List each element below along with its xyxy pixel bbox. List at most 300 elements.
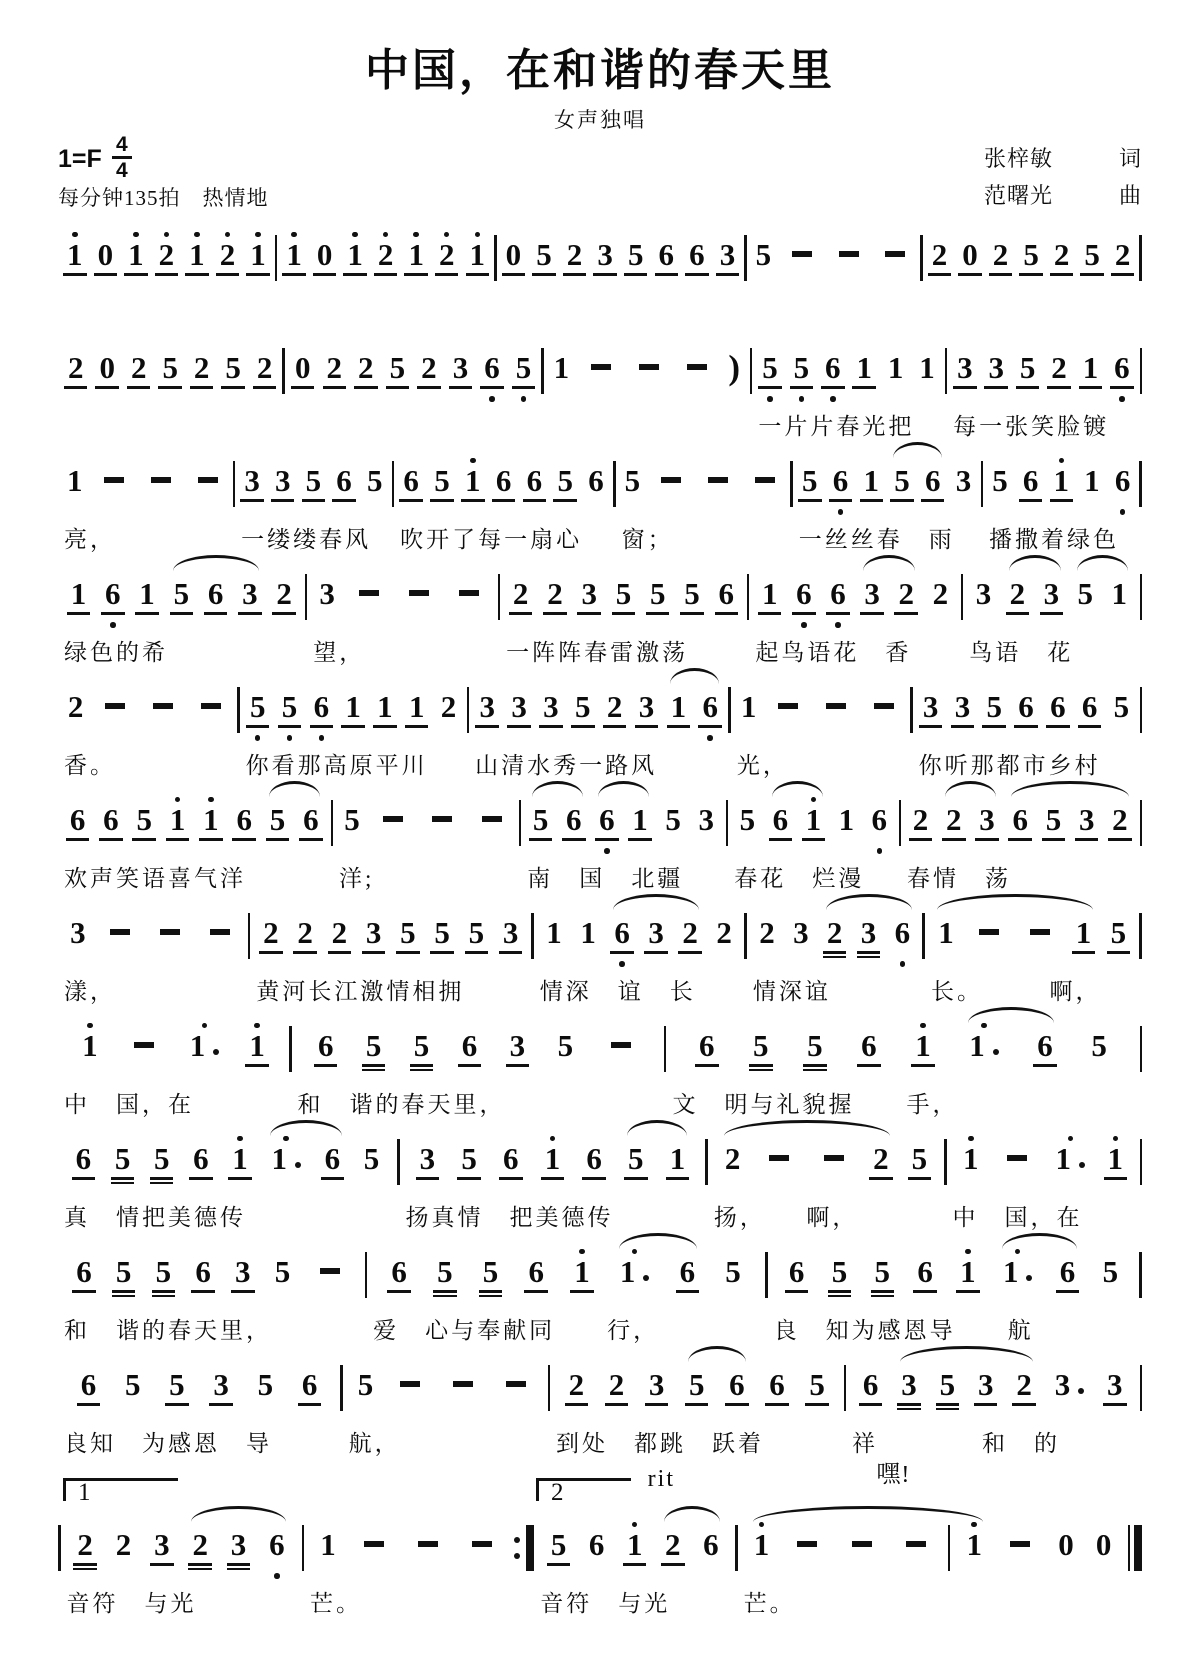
slur: [826, 894, 912, 910]
lyricist-name: 张梓敏: [984, 146, 1054, 172]
note: 3: [975, 575, 992, 611]
measure: [738, 1516, 948, 1618]
note: 1: [246, 226, 270, 294]
note: 2: [253, 339, 277, 407]
note: 5: [803, 1017, 827, 1085]
note: 3: [227, 1516, 251, 1584]
measure: [901, 791, 1139, 893]
note: 3: [716, 226, 740, 294]
note: [864, 678, 904, 746]
lyric-line: 祥 和 的: [852, 1431, 1061, 1457]
note: 3: [593, 226, 617, 294]
note: 1: [135, 565, 159, 633]
note: 5: [532, 226, 556, 294]
note: 1: [1111, 575, 1127, 611]
lyric-line: 中 国，在: [952, 1205, 1083, 1231]
staff-line: [58, 339, 1142, 441]
lyric-line: 真 情把美德传: [64, 1205, 246, 1231]
note: 2: [932, 575, 949, 611]
note: 0: [291, 339, 315, 407]
note: 1: [838, 801, 855, 837]
measure: [58, 791, 331, 893]
note: 6: [703, 1526, 719, 1562]
rit-marking: rit: [647, 1466, 675, 1493]
note: [875, 226, 915, 294]
slur: [772, 781, 823, 797]
note: 6: [232, 791, 256, 859]
lyric-line: 一丝丝春 雨: [798, 527, 955, 553]
lyricist-credit: [984, 142, 1142, 173]
note: 6: [1014, 678, 1038, 746]
note: 1: [343, 226, 367, 294]
note: 2: [440, 688, 457, 724]
lyric-line: 亮，: [64, 527, 116, 553]
lyric-line: 播撒着绿色: [989, 527, 1120, 553]
note: 2: [565, 1356, 589, 1424]
staff-line: [58, 452, 1142, 554]
note: 2: [1108, 791, 1132, 859]
note: 1: [186, 1017, 224, 1085]
measure: [285, 339, 541, 441]
note: 5: [1107, 904, 1131, 972]
slur: [598, 781, 649, 797]
note: 6: [859, 1356, 883, 1424]
note: [422, 791, 462, 859]
measure: [61, 1516, 302, 1618]
note: 6: [523, 452, 547, 520]
note: 3: [635, 678, 659, 746]
slur: [1002, 1233, 1077, 1249]
lyric-line: 吹开了每一扇心: [400, 527, 583, 553]
note: 5: [165, 1356, 189, 1424]
slur: [532, 781, 583, 797]
barline: [1140, 1365, 1143, 1411]
staff-line: [58, 904, 1142, 1006]
note: [745, 452, 785, 520]
note: 1: [67, 462, 83, 498]
lyric-line: 良 知为感恩导 航: [773, 1318, 1034, 1344]
lyric-line: 情深 谊 长: [539, 979, 696, 1005]
note: 2: [543, 565, 567, 633]
note: 3: [507, 678, 531, 746]
note: 2: [909, 791, 933, 859]
staff-line: [58, 791, 1142, 893]
note: 5: [665, 801, 681, 837]
barline: [1140, 1139, 1143, 1185]
note: [842, 1516, 882, 1584]
note: [759, 1130, 799, 1198]
note: 2: [216, 226, 240, 294]
note: 5: [1042, 791, 1066, 859]
note: [997, 1130, 1037, 1198]
note: 5: [362, 1017, 386, 1085]
note: 1: [373, 678, 397, 746]
note: 1: [860, 452, 884, 520]
note: [399, 565, 439, 633]
note: 5: [1091, 1027, 1107, 1063]
note: 5: [111, 1130, 135, 1198]
measure: [497, 226, 745, 328]
measure: [58, 565, 305, 667]
note: 5: [433, 1243, 457, 1311]
lyric-line: 扬， 啊，: [713, 1205, 859, 1231]
slur: [1009, 555, 1061, 571]
note: 5: [982, 678, 1006, 746]
note: 1: [623, 1516, 647, 1584]
note: 5: [158, 339, 182, 407]
note: 0: [958, 226, 982, 294]
note: 5: [430, 452, 454, 520]
note: 5: [430, 904, 454, 972]
lyric-line: 山清水秀一路风: [475, 753, 658, 779]
note: 1: [553, 349, 570, 385]
score-meta: [58, 133, 1142, 210]
slur: [269, 781, 320, 797]
note: 5: [302, 452, 326, 520]
note: 3: [857, 904, 881, 972]
barline: [1140, 800, 1143, 846]
note: 5: [170, 565, 194, 633]
measure: [534, 904, 745, 1006]
note: 1: [570, 1243, 594, 1311]
note: 6: [715, 565, 739, 633]
note: 6: [921, 452, 945, 520]
staff-line: [58, 1462, 1142, 1618]
slur: [753, 1506, 983, 1522]
lyric-line: [58, 295, 275, 328]
slur: [893, 442, 942, 458]
slur: [664, 1506, 720, 1522]
note: 3: [860, 565, 884, 633]
note: 1: [1072, 904, 1096, 972]
note: 6: [685, 226, 709, 294]
note: 1: [938, 914, 954, 950]
note: 5: [871, 1243, 895, 1311]
lyric-line: [497, 295, 745, 328]
slur: [173, 555, 259, 571]
note: 1: [67, 565, 91, 633]
measure: [752, 339, 944, 441]
note: [816, 678, 856, 746]
note: 5: [124, 1366, 141, 1402]
note: 2: [64, 339, 88, 407]
note: 0: [95, 339, 119, 407]
lyric-line: 长。 啊，: [930, 979, 1102, 1005]
note: [601, 1017, 641, 1085]
note: 5: [828, 1243, 852, 1311]
note: [1000, 1516, 1040, 1584]
note: 3: [319, 575, 335, 611]
note: 1: [228, 1130, 252, 1198]
note: 2: [1111, 226, 1135, 294]
note: 0: [94, 226, 118, 294]
lyric-line: [747, 295, 920, 328]
note: 5: [547, 1516, 571, 1584]
note: 6: [492, 452, 516, 520]
slur: [968, 1007, 1054, 1023]
note: 2: [678, 904, 702, 972]
note: [124, 1017, 164, 1085]
note: 5: [278, 678, 302, 746]
note: 2: [759, 914, 775, 950]
note: 2: [894, 565, 918, 633]
note: 6: [332, 452, 356, 520]
note: 1: [78, 1017, 102, 1085]
note: 6: [582, 1130, 606, 1198]
measure: [913, 678, 1140, 780]
note: 5: [936, 1356, 960, 1424]
note: 2: [989, 226, 1013, 294]
note: 6: [265, 1516, 289, 1584]
note: 2: [323, 339, 347, 407]
note: 1: [1052, 1130, 1090, 1198]
note: 5: [553, 452, 577, 520]
repeat-barline: [514, 1525, 534, 1571]
note: 6: [769, 791, 793, 859]
measure: [58, 339, 282, 441]
note: 5: [344, 801, 360, 837]
lyric-line: [544, 408, 750, 441]
measure: [925, 904, 1140, 1006]
note: 5: [266, 791, 290, 859]
note: [677, 339, 717, 407]
note: [829, 226, 869, 294]
note: 5: [1016, 339, 1040, 407]
note: 5: [680, 565, 704, 633]
note: 3: [231, 1243, 255, 1311]
note: [896, 1516, 936, 1584]
note: 1: [852, 339, 876, 407]
note: 1: [341, 678, 365, 746]
note: 6: [191, 1243, 215, 1311]
slur: [945, 781, 996, 797]
measure: [400, 1130, 706, 1232]
measure: [793, 452, 981, 554]
tempo-marking: 每分钟135拍 热情地: [58, 186, 269, 210]
key-signature: 1=F: [58, 144, 102, 173]
note: 6: [299, 791, 323, 859]
note: 6: [857, 1017, 881, 1085]
slur: [670, 668, 719, 684]
note: 3: [984, 339, 1008, 407]
measure: [616, 452, 791, 554]
lyric-line: 中 国，在: [64, 1092, 194, 1118]
note: 5: [749, 1017, 773, 1085]
lyric-line: 扬真情 把美德传: [405, 1205, 614, 1231]
lyric-line: 春花 烂漫: [734, 866, 865, 892]
slur: [619, 1233, 697, 1249]
measure: [58, 904, 248, 1006]
note: [349, 565, 389, 633]
note: 6: [588, 462, 604, 498]
note: 1: [962, 1516, 986, 1584]
note: 1: [911, 1017, 935, 1085]
lyric-line: 望，: [313, 640, 366, 666]
note: 2: [724, 1140, 741, 1176]
note: 5: [512, 339, 536, 407]
note: 3: [953, 339, 977, 407]
note: 2: [293, 904, 317, 972]
note: 6: [1019, 452, 1043, 520]
note: 1: [750, 1516, 774, 1584]
measure: [947, 1130, 1140, 1232]
measure: [963, 565, 1139, 667]
note: 6: [310, 678, 334, 746]
lyricist-role: 词: [1118, 146, 1142, 172]
barline: [1140, 574, 1143, 620]
note: 6: [189, 1130, 213, 1198]
note: 5: [386, 339, 410, 407]
measure: [292, 1017, 664, 1119]
note: 1: [1104, 1130, 1128, 1198]
slur: [627, 1120, 687, 1136]
staff-line: [58, 678, 1142, 780]
note: 1: [758, 565, 782, 633]
measure: [923, 226, 1140, 328]
note: [698, 452, 738, 520]
lyric-line: 一阵阵春雷激荡: [506, 640, 689, 666]
note: 6: [99, 791, 123, 859]
meter-top: 4: [115, 133, 128, 156]
note: 0: [502, 226, 526, 294]
note: 5: [257, 1366, 274, 1402]
note: 2: [127, 339, 151, 407]
measure: [58, 1017, 289, 1119]
note: 6: [821, 339, 845, 407]
note: 2: [605, 1356, 629, 1424]
note: 5: [624, 226, 648, 294]
composer-role: 曲: [1118, 183, 1142, 209]
note: 5: [246, 678, 270, 746]
lyric-line: 良知 为感恩 导: [64, 1431, 272, 1457]
note: 1: [546, 914, 562, 950]
note: 3: [645, 1356, 669, 1424]
note: 2: [190, 339, 214, 407]
measure: [58, 678, 237, 780]
note: 6: [72, 1243, 96, 1311]
note: [782, 226, 822, 294]
note: 2: [354, 339, 378, 407]
note: 6: [695, 1017, 719, 1085]
slur: [863, 555, 915, 571]
note: 1: [887, 349, 904, 385]
measure: [983, 452, 1139, 554]
note: 5: [725, 1253, 741, 1289]
note: 3: [416, 1130, 440, 1198]
note: 3: [919, 678, 943, 746]
note: 6: [676, 1243, 700, 1311]
lyric-line: 一片片春光把: [758, 414, 915, 440]
lyric-line: 窗；: [621, 527, 674, 553]
note: 6: [1056, 1243, 1080, 1311]
note: 3: [70, 914, 86, 950]
note: 5: [805, 1356, 829, 1424]
note: 6: [588, 1526, 605, 1562]
lyric-line: 和 谐的春天里，: [297, 1092, 506, 1118]
barline: [1139, 1252, 1142, 1298]
note: 1: [1084, 462, 1100, 498]
note: 3: [271, 452, 295, 520]
note: 6: [1110, 339, 1134, 407]
note: 5: [755, 236, 772, 272]
lyric-line: 光，: [736, 753, 789, 779]
measure: [749, 565, 960, 667]
note: 1: [965, 1017, 1003, 1085]
note: 6: [610, 904, 634, 972]
measure: [250, 904, 531, 1006]
note: 6: [725, 1356, 749, 1424]
note: 6: [298, 1356, 322, 1424]
lyric-line: 南 国 北疆: [527, 866, 684, 892]
note: [94, 452, 134, 520]
note: 2: [1006, 565, 1030, 633]
note: [443, 1356, 483, 1424]
note: 1: [461, 452, 485, 520]
note: 5: [624, 462, 641, 498]
lyric-line: 鸟语 花: [969, 640, 1074, 666]
note: 1: [185, 226, 209, 294]
note: 5: [479, 1243, 503, 1311]
page-title: 中国，在和谐的春天里: [365, 46, 835, 95]
note: 5: [685, 1356, 709, 1424]
measure: [58, 1356, 340, 1458]
note: 6: [655, 226, 679, 294]
note: 3: [506, 1017, 530, 1085]
slur: [270, 1120, 342, 1136]
note: 6: [66, 791, 90, 859]
note: 2: [417, 339, 441, 407]
note: [787, 1516, 827, 1584]
note: 1: [320, 1526, 336, 1562]
note: [310, 1243, 350, 1311]
note: 5: [221, 339, 245, 407]
note: [472, 791, 512, 859]
note: 3: [209, 1356, 233, 1424]
staff-line: [58, 1130, 1142, 1232]
lyric-line: [285, 408, 541, 441]
note: [354, 1516, 394, 1584]
note: 6: [765, 1356, 789, 1424]
note: 3: [644, 904, 668, 972]
note: 5: [1019, 226, 1043, 294]
note: 6: [1046, 678, 1070, 746]
note: [200, 904, 240, 972]
lyric-line: 情深谊: [752, 979, 831, 1005]
note: 1: [541, 1130, 565, 1198]
note: 1: [404, 226, 428, 294]
subtitle: 女声独唱: [554, 108, 646, 132]
note: 1: [959, 1130, 983, 1198]
note: 3: [955, 462, 972, 498]
note: 5: [646, 565, 670, 633]
note: 5: [1113, 688, 1130, 724]
staff-line: [58, 1017, 1142, 1119]
note: 2: [272, 565, 296, 633]
parenthesis: ): [728, 347, 741, 387]
note: 5: [1080, 226, 1104, 294]
note: 3: [449, 339, 473, 407]
note: 6: [204, 565, 228, 633]
note: 5: [366, 462, 383, 498]
note: 6: [480, 339, 504, 407]
lyric-line: 一缕缕春风: [241, 527, 372, 553]
note: 2: [823, 904, 847, 972]
lyric-line: 起鸟语花 香: [755, 640, 912, 666]
lyric-line: [58, 408, 282, 441]
barline: [1139, 913, 1142, 959]
note: [462, 1516, 502, 1584]
measure: [500, 565, 747, 667]
